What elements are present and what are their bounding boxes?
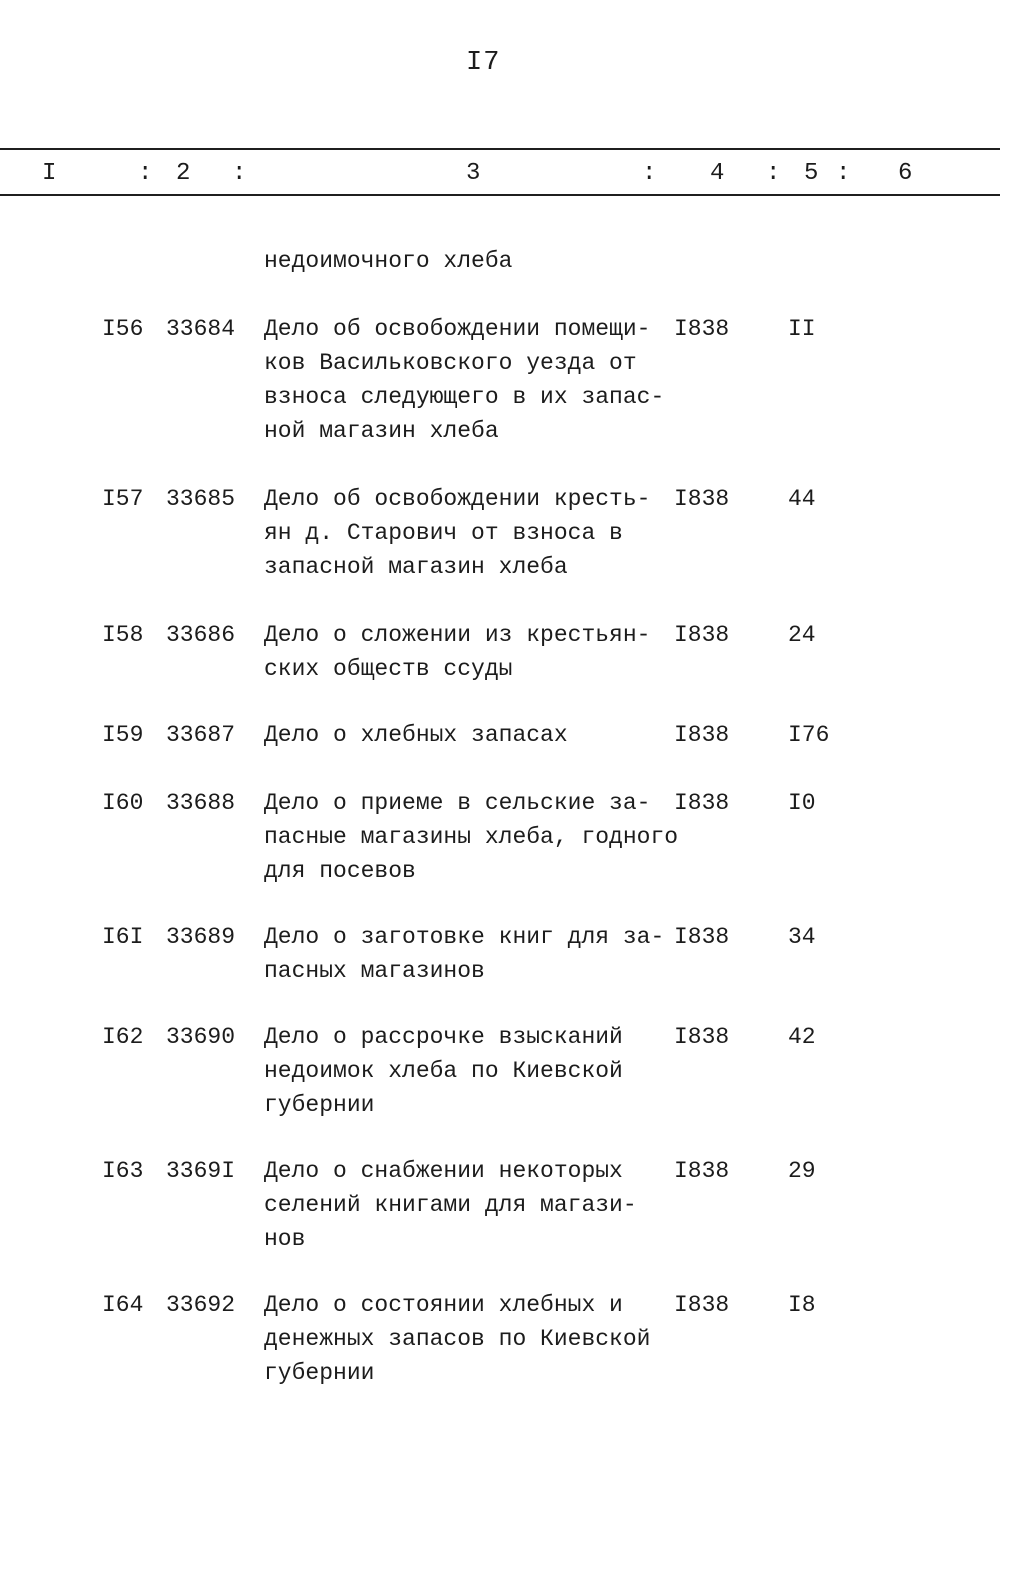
entry-year: I838 [674, 1024, 730, 1050]
continuation-line: недоимочного хлеба [264, 248, 513, 274]
entry-sheets: I0 [788, 790, 816, 816]
column-header-6: 6 [898, 160, 913, 187]
entry-fund-number: 33684 [166, 316, 236, 342]
entry-year: I838 [674, 486, 730, 512]
entry-title: Дело об освобождении помещи- ков Васильковского уезда от взноса следующего в их запас- ной магазин хлеба [264, 316, 665, 444]
entry-title: Дело о состоянии хлебных и денежных запасов по Киевской губернии [264, 1292, 651, 1386]
entry-number: I6I [102, 924, 144, 950]
entry-year: I838 [674, 622, 730, 648]
entry-year: I838 [674, 1292, 730, 1318]
entry-number: I57 [102, 486, 144, 512]
column-separator: : [836, 160, 851, 187]
entry-fund-number: 3369I [166, 1158, 236, 1184]
column-header-3: 3 [466, 160, 481, 187]
entry-fund-number: 33689 [166, 924, 236, 950]
entry-year: I838 [674, 722, 730, 748]
entry-year: I838 [674, 924, 730, 950]
entry-title: Дело о сложении из крестьян- ских обществ ссуды [264, 622, 651, 682]
column-separator: : [642, 160, 657, 187]
column-header-4: 4 [710, 160, 725, 187]
entry-year: I838 [674, 790, 730, 816]
entry-number: I60 [102, 790, 144, 816]
entry-number: I64 [102, 1292, 144, 1318]
entry-fund-number: 33686 [166, 622, 236, 648]
entry-sheets: 29 [788, 1158, 816, 1184]
entry-sheets: 44 [788, 486, 816, 512]
entry-number: I58 [102, 622, 144, 648]
entry-title: Дело об освобождении кресть- ян д. Старович от взноса в запасной магазин хлеба [264, 486, 651, 580]
entry-number: I56 [102, 316, 144, 342]
entry-title: Дело о заготовке книг для за- пасных магазинов [264, 924, 665, 984]
column-separator: : [766, 160, 781, 187]
entry-sheets: 34 [788, 924, 816, 950]
entry-fund-number: 33692 [166, 1292, 236, 1318]
entry-fund-number: 33688 [166, 790, 236, 816]
entry-sheets: I76 [788, 722, 830, 748]
entry-fund-number: 33687 [166, 722, 236, 748]
page-number: I7 [466, 48, 501, 78]
entry-year: I838 [674, 1158, 730, 1184]
entry-title: Дело о снабжении некоторых селений книгами для магази- нов [264, 1158, 637, 1252]
column-separator: : [138, 160, 153, 187]
column-header-5: 5 [804, 160, 819, 187]
column-header-1: I [42, 160, 57, 187]
column-separator: : [232, 160, 247, 187]
entry-title: Дело о хлебных запасах [264, 722, 568, 748]
column-header-2: 2 [176, 160, 191, 187]
entry-fund-number: 33685 [166, 486, 236, 512]
entry-sheets: II [788, 316, 816, 342]
entry-title: Дело о рассрочке взысканий недоимок хлеба по Киевской губернии [264, 1024, 623, 1118]
entry-number: I62 [102, 1024, 144, 1050]
header-rule-top [0, 148, 1000, 150]
entry-year: I838 [674, 316, 730, 342]
entry-number: I63 [102, 1158, 144, 1184]
entry-fund-number: 33690 [166, 1024, 236, 1050]
entry-title: Дело о приеме в сельские за- пасные магазины хлеба, годного для посевов [264, 790, 679, 884]
entry-number: I59 [102, 722, 144, 748]
header-rule-bottom [0, 194, 1000, 196]
entry-sheets: I8 [788, 1292, 816, 1318]
entry-sheets: 24 [788, 622, 816, 648]
entry-sheets: 42 [788, 1024, 816, 1050]
